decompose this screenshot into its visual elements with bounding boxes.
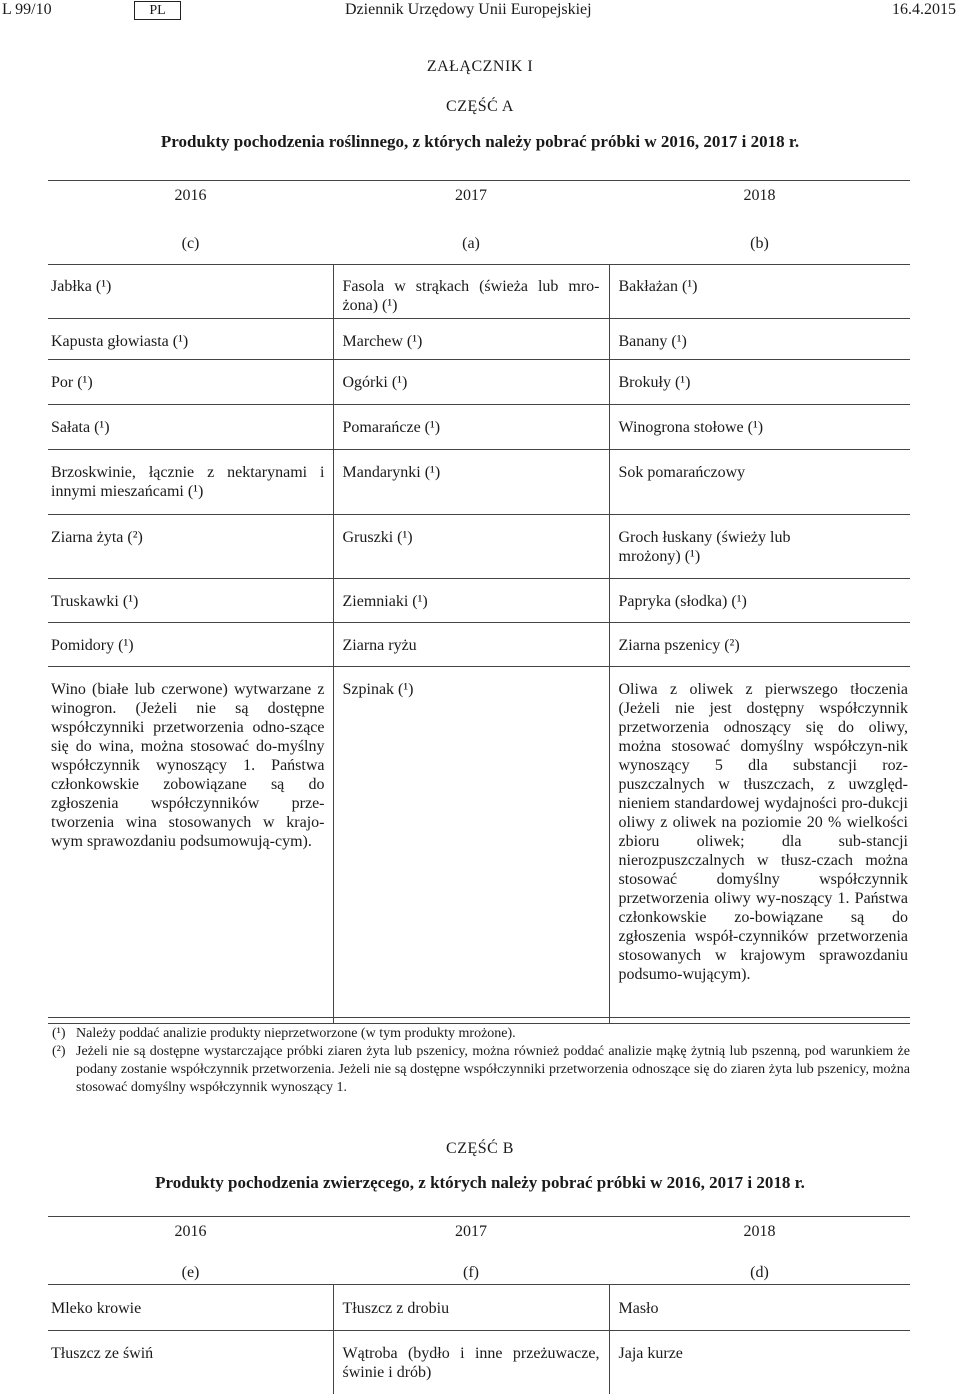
table-cell: Bakłażan (¹) bbox=[609, 265, 910, 319]
table-cell: Mandarynki (¹) bbox=[333, 450, 609, 515]
table-cell: Ziarna żyta (²) bbox=[48, 515, 333, 579]
part-b-label: CZĘŚĆ B bbox=[446, 1140, 514, 1157]
letter-2017: (a) bbox=[333, 220, 609, 265]
letter-2016: (c) bbox=[48, 220, 333, 265]
part-a-title: Produkty pochodzenia roślinnego, z których należy pobrać próbki w 2016, 2017 i 2018 r. bbox=[160, 132, 800, 151]
table-cell: Groch łuskany (świeży lub mrożony) (¹) bbox=[609, 515, 910, 579]
year-header-row bbox=[48, 1217, 910, 1257]
table-cell: Wino (białe lub czerwone) wytwarzane z winogron. (Jeżeli nie są dostępne współczynniki przetworzenia odno-szące się do wina, można stosować do-myślny współczynnik wynoszący 1. Państwa członkowskie zobowiązane są do zgłoszenia współczynników prze-tworzenia wina stosowanych w krajo-wym sprawozdaniu podsumowują-cym). bbox=[48, 667, 333, 1024]
table-cell: Pomidory (¹) bbox=[48, 623, 333, 667]
table-cell: Masło bbox=[609, 1285, 910, 1331]
table-row bbox=[48, 319, 910, 360]
footnote bbox=[48, 1043, 910, 1097]
table-cell: Fasola w strąkach (świeża lub mro-żona) (¹) bbox=[333, 265, 609, 319]
letter-2018: (b) bbox=[609, 220, 910, 265]
table-cell: Marchew (¹) bbox=[333, 319, 609, 360]
table-cell: Szpinak (¹) bbox=[333, 667, 609, 1024]
table-cell: Jabłka (¹) bbox=[48, 265, 333, 319]
table-cell: Por (¹) bbox=[48, 360, 333, 405]
footnotes bbox=[48, 1017, 910, 1097]
year-2017: 2017 bbox=[455, 187, 487, 204]
publication-date: 16.4.2015 bbox=[892, 1, 956, 18]
footnote-mark: (²) bbox=[52, 1044, 66, 1059]
table-row bbox=[48, 1285, 910, 1331]
table-cell: Sok pomarańczowy bbox=[609, 450, 910, 515]
letter-2018: (d) bbox=[609, 1256, 910, 1285]
footnote-text: Jeżeli nie są dostępne wystarczające próbki ziaren żyta lub pszenicy, można również poddać analizie mąkę żytnią lub pszenną, pod warunkiem że podany zostanie współczynnik przetworzenia. Jeżeli nie są dostępne współczynniki przetworzenia odnoszące się do ziaren żyta lub pszenicy, można stosować domyślny współczynnik wynoszący 1. bbox=[76, 1044, 910, 1095]
footnote bbox=[48, 1025, 910, 1043]
annex-title: ZAŁĄCZNIK I bbox=[426, 58, 534, 75]
table-cell: Sałata (¹) bbox=[48, 405, 333, 450]
table-cell: Ogórki (¹) bbox=[333, 360, 609, 405]
part-a-table bbox=[48, 180, 910, 1024]
table-cell: Brokuły (¹) bbox=[609, 360, 910, 405]
table-cell: Truskawki (¹) bbox=[48, 579, 333, 623]
year-2016: 2016 bbox=[174, 1223, 207, 1240]
letter-2016: (e) bbox=[48, 1256, 333, 1285]
part-b-table bbox=[48, 1216, 910, 1394]
letter-2017: (f) bbox=[333, 1256, 609, 1285]
table-row bbox=[48, 405, 910, 450]
table-cell: Pomarańcze (¹) bbox=[333, 405, 609, 450]
table-cell: Tłuszcz z drobiu bbox=[333, 1285, 609, 1331]
table-cell: Papryka (słodka) (¹) bbox=[609, 579, 910, 623]
year-2017: 2017 bbox=[455, 1223, 487, 1240]
table-cell: Winogrona stołowe (¹) bbox=[609, 405, 910, 450]
letter-header-row bbox=[48, 220, 910, 265]
language-badge: PL bbox=[134, 1, 181, 20]
table-cell: Ziarna pszenicy (²) bbox=[609, 623, 910, 667]
table-cell: Kapusta głowiasta (¹) bbox=[48, 319, 333, 360]
table-row bbox=[48, 265, 910, 319]
table-cell: Wątroba (bydło i inne przeżuwacze, świnie i drób) bbox=[333, 1331, 609, 1395]
year-2018: 2018 bbox=[743, 1223, 776, 1240]
table-row bbox=[48, 450, 910, 515]
part-b-title: Produkty pochodzenia zwierzęcego, z których należy pobrać próbki w 2016, 2017 i 2018 r. bbox=[155, 1173, 805, 1192]
journal-title: Dziennik Urzędowy Unii Europejskiej bbox=[345, 1, 592, 18]
table-row bbox=[48, 360, 910, 405]
part-a-label: CZĘŚĆ A bbox=[446, 98, 514, 115]
table-cell: Tłuszcz ze świń bbox=[51, 1345, 154, 1362]
page-header bbox=[0, 0, 960, 22]
table-cell: Mleko krowie bbox=[48, 1285, 333, 1331]
page-reference: L 99/10 bbox=[2, 1, 52, 18]
table-row bbox=[48, 579, 910, 623]
table-row bbox=[48, 623, 910, 667]
year-2018: 2018 bbox=[743, 187, 776, 204]
table-cell: Brzoskwinie, łącznie z nektarynami i innymi mieszańcami (¹) bbox=[48, 450, 333, 515]
footnote-text: Należy poddać analizie produkty nieprzetworzone (w tym produkty mrożone). bbox=[76, 1026, 516, 1041]
table-cell: Gruszki (¹) bbox=[333, 515, 609, 579]
table-cell: Jaja kurze bbox=[609, 1331, 910, 1395]
table-cell: Oliwa z oliwek z pierwszego tłoczenia (Jeżeli nie jest dostępny współczynnik przetworzenia odnoszący się do oliwy, można stosować domyślny współczyn-nik wynoszący 5 dla substancji roz-puszczalnych w tłuszczach, z uwzględ-nieniem standardowej wydajności pro-dukcji oliwy z oliwek na poziomie 20 % wielkości zbioru oliwek; dla sub-stancji nierozpuszczalnych w tłusz-czach można stosować domyślny współczynnik przetworzenia oliwy wy-noszący 1. Państwa członkowskie zo-bowiązane są do zgłoszenia współ-czynników przetworzenia stosowanych w krajowym sprawozdaniu podsumo-wującym). bbox=[609, 667, 910, 1024]
table-row bbox=[48, 667, 910, 1024]
footnote-mark: (¹) bbox=[52, 1026, 66, 1041]
table-cell: Ziarna ryżu bbox=[333, 623, 609, 667]
year-2016: 2016 bbox=[174, 187, 207, 204]
table-row bbox=[48, 1331, 910, 1395]
table-cell: Banany (¹) bbox=[609, 319, 910, 360]
year-header-row bbox=[48, 181, 910, 221]
table-row bbox=[48, 515, 910, 579]
letter-header-row bbox=[48, 1256, 910, 1285]
table-cell: Ziemniaki (¹) bbox=[333, 579, 609, 623]
